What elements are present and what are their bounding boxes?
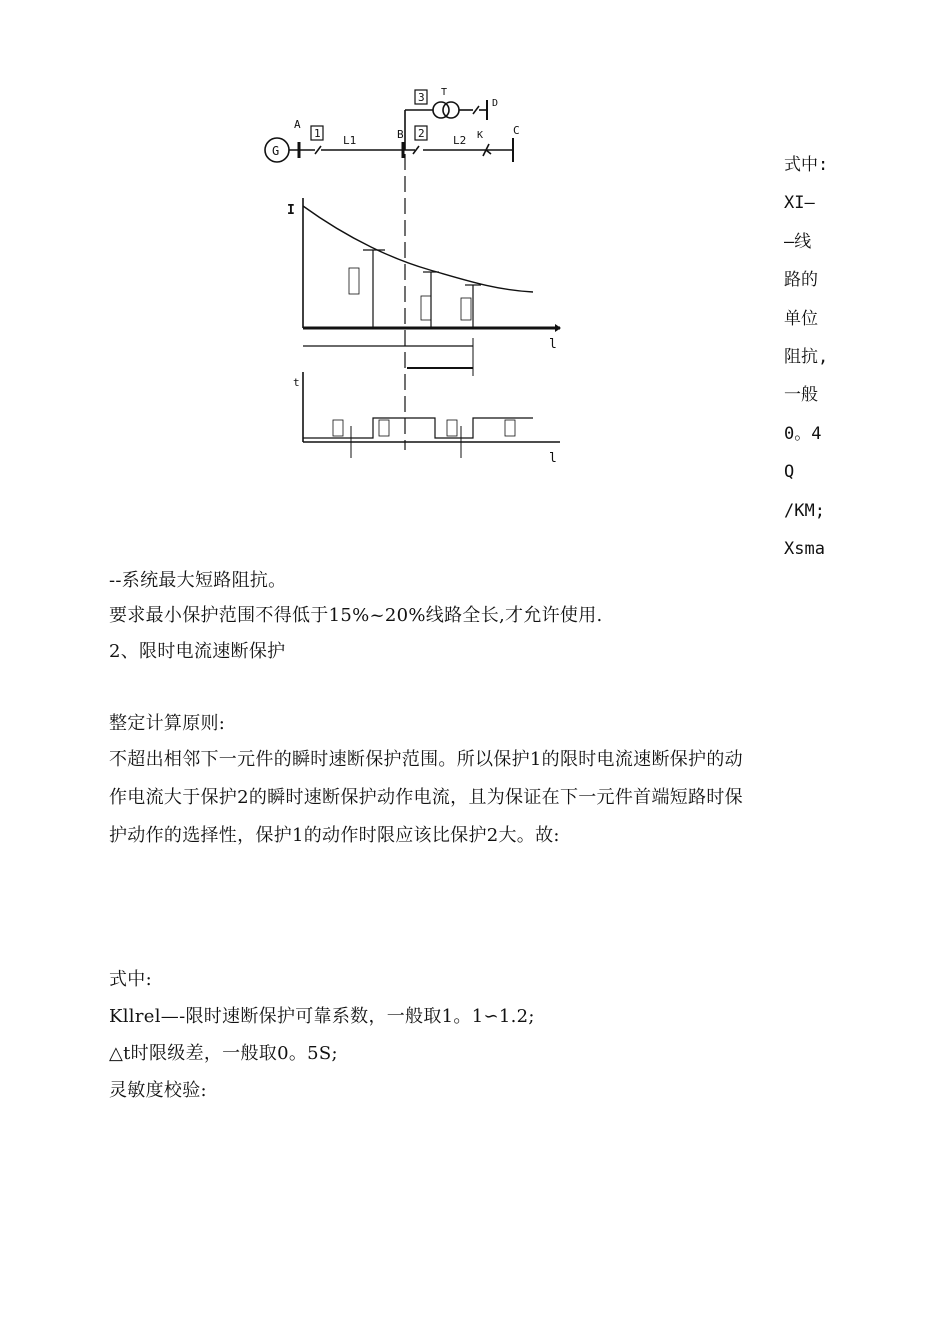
side-note-line: Xsma [784,538,825,559]
current-plot-y-axis-label: I [287,203,295,218]
diagram-labels [272,87,520,158]
side-note-line: —线 [784,231,812,252]
body-line-max-impedance: --系统最大短路阻抗。 [109,570,287,591]
bus-b-label: B [397,128,404,141]
section-heading: 2、限时电流速断保护 [109,641,286,662]
current-plot-x-axis-label: l [549,337,557,352]
side-note-line: 式中: [784,155,829,175]
current-plot [303,198,561,376]
load-d-label: D [492,98,499,109]
body-line-min-range: 要求最小保护范围不得低于15%~20%线路全长,才允许使用. [109,605,603,626]
side-note-line: /KM; [784,500,825,521]
protection-1-label: 1 [314,127,321,140]
time-plot-y-axis-label: t [293,376,300,389]
side-note-line: 阻抗, [784,346,829,367]
bus-c-label: C [513,124,520,137]
delta-t-definition: △t时限级差，一般取0。5S; [109,1043,338,1064]
side-note-line: XI— [784,193,815,214]
sensitivity-heading: 灵敏度校验: [109,1080,207,1101]
protection-diagram-figure [255,80,555,470]
principle-paragraph-line-1: 不超出相邻下一元件的瞬时速断保护范围。所以保护1的限时电流速断保护的动 [109,749,743,770]
coefficient-definition: Kllrel—-限时速断保护可靠系数，一般取1。1∽1.2; [109,1006,535,1027]
principle-paragraph-line-3: 护动作的选择性，保护1的动作时限应该比保护2大。故: [109,825,560,846]
side-note-line: 路的 [784,270,818,291]
protection-3-label: 3 [418,91,425,104]
side-note-line: 单位 [784,308,818,329]
principle-paragraph-line-2: 作电流大于保护2的瞬时速断保护动作电流，且为保证在下一元件首端短路时保 [109,787,743,808]
side-note-line: 一般 [784,385,818,406]
protection-2-label: 2 [418,127,425,140]
time-plot-x-axis-label: l [549,451,557,466]
line-l1-label: L1 [343,134,357,147]
time-plot [303,372,560,458]
generator-label: G [272,144,280,158]
transformer-label: T [441,87,448,98]
side-note-line: 0。4 [784,423,822,444]
protection-diagram-svg [255,80,555,470]
bus-a-label: A [294,118,301,131]
fault-k-label: K [477,130,484,141]
principle-title: 整定计算原则: [109,713,226,734]
line-l2-label: L2 [453,134,467,147]
side-note-column [784,146,844,559]
where-label: 式中: [109,969,152,990]
side-note-line: Q [784,462,795,483]
